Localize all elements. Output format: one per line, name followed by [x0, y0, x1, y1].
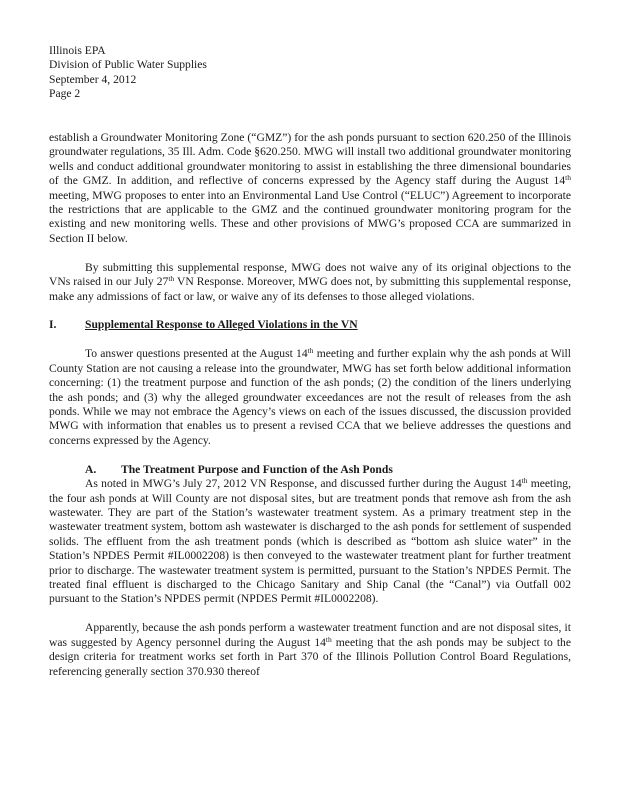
recipient-line: Illinois EPA [49, 44, 106, 57]
paragraph-gmz: establish a Groundwater Monitoring Zone (“GMZ”) for the ash ponds pursuant to section 620.250 of the Illinois groundwater regulations, 35 Ill. Adm. Code §620.250. MWG will install two additional groundwater monitoring wells and conduct additional groundwater monitoring to assist in establishing the three dimensional boundaries of the GMZ. In addition, and reflective of concerns expressed by the Agency staff during the August 14th meeting, MWG proposes to enter into an Environmental Land Use Control (“ELUC”) Agreement to incorporate the restrictions that are applicable to the GMZ and the continued groundwater monitoring program for the existing and new monitoring wells. These and other provisions of MWG’s proposed CCA are summarized in Section II below. [49, 131, 571, 245]
section-number: I. [49, 318, 57, 332]
subsection-heading [49, 463, 571, 477]
subsection-title: The Treatment Purpose and Function of the Ash Ponds [121, 462, 393, 476]
subsection-letter: A. [85, 462, 97, 476]
section-title: Supplemental Response to Alleged Violations in the VN [85, 318, 358, 332]
section-heading [49, 318, 571, 332]
paragraph-treatment-ponds: As noted in MWG’s July 27, 2012 VN Response, and discussed further during the August 14th meeting, the four ash ponds at Will County are not disposal sites, but are treatment ponds that remove ash from the ash wastewater. They are part of the Station’s wastewater treatment system. As a primary treatment step in the wastewater treatment system, bottom ash wastewater is discharged to the ash ponds for settlement of suspended solids. The effluent from the ash treatment ponds (which is described as “bottom ash sluice water” in the Station’s NPDES Permit #IL0002208) is then conveyed to the wastewater treatment plant for further treatment prior to discharge. The wastewater treatment system is permitted, pursuant to the Station’s NPDES Permit. The treated final effluent is discharged to the Chicago Sanitary and Ship Canal (the “Canal”) via Outfall 002 pursuant to the Station’s NPDES permit (NPDES Permit #IL0002208). [49, 476, 571, 606]
paragraph-answer-questions: To answer questions presented at the August 14th meeting and further explain why the ash ponds at Will County Station are not causing a release into the groundwater, MWG has set forth below additional information concerning: (1) the treatment purpose and function of the ash ponds; (2) the condition of the liners underlying the ash ponds; and (3) why the alleged groundwater exceedances are not the result of releases from the ash ponds. While we may not embrace the Agency’s views on each of the issues discussed, the discussion provided MWG with information that enables us to present a revised CCA that we believe addresses the questions and concerns expressed by the Agency. [49, 346, 571, 447]
division-line: Division of Public Water Supplies [49, 58, 207, 72]
page-number: Page 2 [49, 87, 81, 101]
letter-body [49, 131, 571, 679]
paragraph-design-criteria: Apparently, because the ash ponds perform a wastewater treatment function and are not disposal sites, it was suggested by Agency personnel during the August 14th meeting that the ash ponds may be subject to the design criteria for treatment works set forth in Part 370 of the Illinois Pollution Control Board Regulations, referencing generally section 370.930 thereof [49, 621, 571, 678]
letter-header [49, 44, 207, 102]
paragraph-no-waiver: By submitting this supplemental response, MWG does not waive any of its original objections to the VNs raised in our July 27th VN Response. Moreover, MWG does not, by submitting this supplemental response, make any admissions of fact or law, or waive any of its defenses to those alleged violations. [49, 260, 571, 303]
date-line: September 4, 2012 [49, 72, 137, 86]
